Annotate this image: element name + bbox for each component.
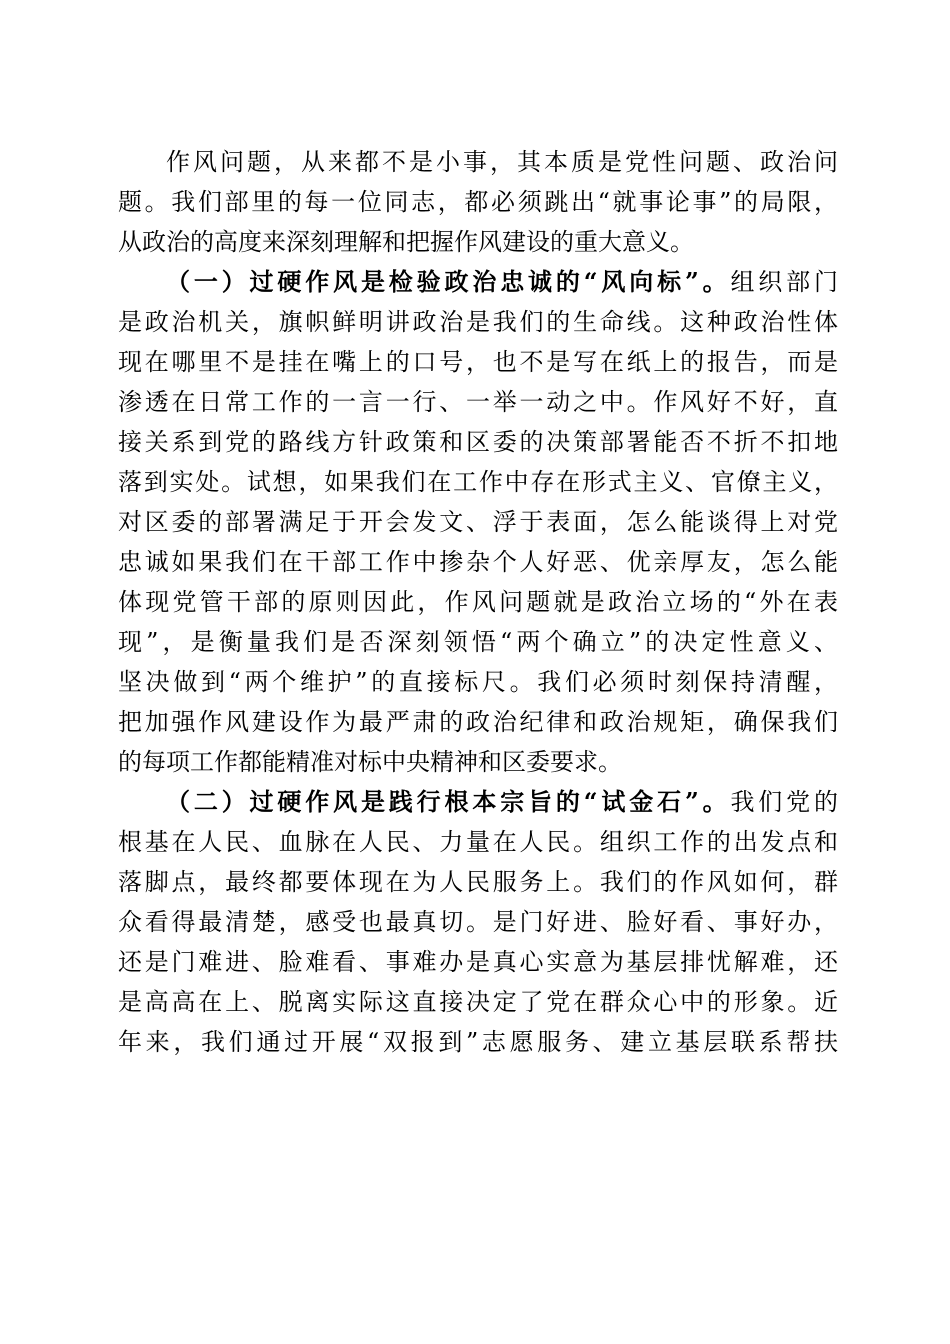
text-line: 年来，我们通过开展“双报到”志愿服务、建立基层联系帮扶	[118, 1028, 838, 1056]
section-heading: （二）过硬作风是践行根本宗旨的“试金石”。	[166, 787, 731, 816]
text-line: 接关系到党的路线方针政策和区委的决策部署能否不折不扣地	[118, 428, 838, 456]
text-line: 忠诚如果我们在干部工作中掺杂个人好恶、优亲厚友，怎么能	[118, 548, 838, 576]
text-line	[118, 782, 838, 822]
text-line: 作风问题，从来都不是小事，其本质是党性问题、政治问	[166, 148, 838, 176]
text-line: 的每项工作都能精准对标中央精神和区委要求。	[118, 748, 622, 776]
text-line: 坚决做到“两个维护”的直接标尺。我们必须时刻保持清醒，	[118, 668, 838, 696]
paragraph-intro	[118, 142, 838, 262]
text-line: 根基在人民、血脉在人民、力量在人民。组织工作的出发点和	[118, 828, 838, 856]
text-line: 是高高在上、脱离实际这直接决定了党在群众心中的形象。近	[118, 988, 838, 1016]
text-line: 渗透在日常工作的一言一行、一举一动之中。作风好不好，直	[118, 388, 838, 416]
text-line: 是政治机关，旗帜鲜明讲政治是我们的生命线。这种政治性体	[118, 308, 838, 336]
text-line: 对区委的部署满足于开会发文、浮于表面，怎么能谈得上对党	[118, 508, 838, 536]
text-line	[118, 262, 838, 302]
text-line: 现”，是衡量我们是否深刻领悟“两个确立”的决定性意义、	[118, 628, 838, 656]
text-line: 现在哪里不是挂在嘴上的口号，也不是写在纸上的报告，而是	[118, 348, 838, 376]
text-line: 众看得最清楚，感受也最真切。是门好进、脸好看、事好办，	[118, 908, 838, 936]
paragraph-section-two	[118, 782, 838, 1062]
text-run: 我们党的	[730, 788, 839, 816]
text-line: 题。我们部里的每一位同志，都必须跳出“就事论事”的局限，	[118, 188, 838, 216]
text-run: 组织部门	[730, 268, 839, 296]
text-line: 体现党管干部的原则因此，作风问题就是政治立场的“外在表	[118, 588, 838, 616]
text-line: 还是门难进、脸难看、事难办是真心实意为基层排忧解难，还	[118, 948, 838, 976]
paragraph-section-one	[118, 262, 838, 782]
text-line: 落脚点，最终都要体现在为人民服务上。我们的作风如何，群	[118, 868, 838, 896]
text-line: 落到实处。试想，如果我们在工作中存在形式主义、官僚主义，	[118, 468, 838, 496]
text-line: 从政治的高度来深刻理解和把握作风建设的重大意义。	[118, 228, 694, 256]
text-line: 把加强作风建设作为最严肃的政治纪律和政治规矩，确保我们	[118, 708, 838, 736]
section-heading: （一）过硬作风是检验政治忠诚的“风向标”。	[166, 267, 731, 296]
document-body	[118, 142, 838, 1062]
